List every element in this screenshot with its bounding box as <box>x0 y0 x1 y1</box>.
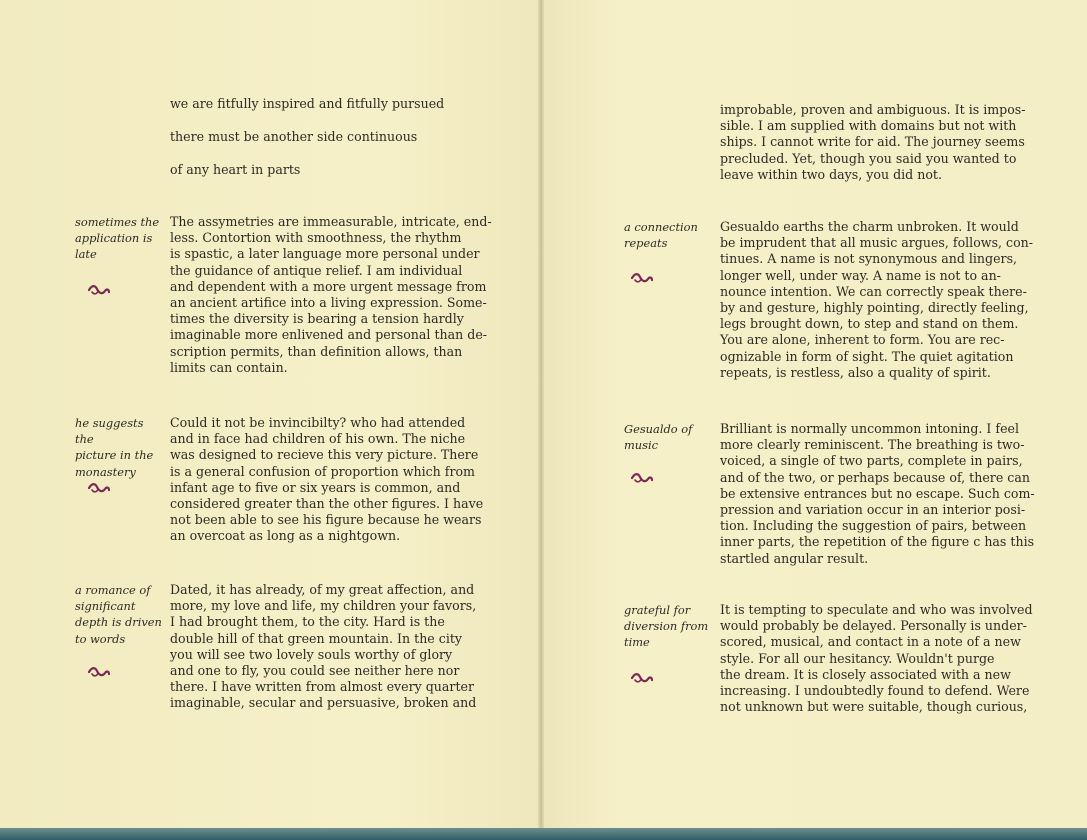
vine-ornament-icon <box>631 672 653 684</box>
margin-gloss: sometimes the application is late <box>75 215 160 262</box>
book-bottom-edge <box>0 828 1087 840</box>
continuation-paragraph: improbable, proven and ambiguous. It is impos- sible. I am supplied with domains but not with ships. I cannot write for aid. The journey seems precluded. Yet, though you said you wanted to leave within two days, you did not. <box>720 102 1026 182</box>
opening-line-1: we are fitfully inspired and fitfully pursued <box>170 96 445 111</box>
vine-ornament-icon <box>88 666 110 678</box>
opening-line-2: there must be another side continuous <box>170 129 418 144</box>
margin-gloss: grateful for diversion from time <box>624 603 709 650</box>
paragraph-text: The assymetries are immeasurable, intricate, end- less. Contortion with smoothness, the rhythm is spastic, a later language more personal under the guidance of antique relief. I am individual and dependent with a more urgent message from an ancient artifice into a living expression. Some- times the diversity is bearing a tension hardly imaginable more enlivened and personal than de- scription permits, than definition allows, than limits can contain. <box>170 214 492 375</box>
paragraph-text: Could it not be invincibilty? who had attended and in face had children of his own. The niche was designed to recieve this very picture. There is a general confusion of proportion which from infant age to five or six years is common, and considered greater than the other figures. I have not been able to see his figure because he wears an overcoat as long as a nightgown. <box>170 415 484 544</box>
vine-ornament-icon <box>88 482 110 494</box>
opening-line-3: of any heart in parts <box>170 162 301 177</box>
vine-ornament-icon <box>88 284 110 296</box>
paragraph-text: Brilliant is normally uncommon intoning. I feel more clearly reminiscent. The breathing is two- voiced, a single of two parts, complete in pairs, and of the two, or perhaps because of, there can be extensive entrances but no escape. Such com- pression and variation occur in an interior posi- tion. Including the suggestion of pairs, between inner parts, the repetition of the figure c has this startled angular result. <box>720 421 1035 566</box>
vine-ornament-icon <box>631 272 653 284</box>
paragraph-text: It is tempting to speculate and who was involved would probably be delayed. Personally is under- scored, musical, and contact in a note of a new style. For all our hesitancy. Wouldn't purge the dream. It is closely associated with a new increasing. I undoubtedly found to defend. Were not unknown but were suitable, though curious, <box>720 602 1033 715</box>
book-gutter <box>538 0 544 832</box>
margin-gloss: a romance of significant depth is driven to words <box>75 583 162 646</box>
margin-gloss: he suggests the picture in the monastery <box>75 416 154 479</box>
paragraph-text: Dated, it has already, of my great affection, and more, my love and life, my children your favors, I had brought them, to the city. Hard is the double hill of that green mountain. In the city you will see two lovely souls worthy of glory and one to fly, you could see neither here nor there. I have written from almost every quarter imaginable, secular and persuasive, broken and <box>170 582 477 711</box>
margin-gloss: Gesualdo of music <box>624 422 693 453</box>
paragraph-text: Gesualdo earths the charm unbroken. It would be imprudent that all music argues, follows, con- tinues. A name is not synonymous and lingers, longer well, under way. A name is not to an- nounce intention. We can correctly speak there- by and gesture, highly pointing, directly feeling, legs brought down, to step and stand on them. You are alone, inherent to form. You are rec- ognizable in form of sight. The quiet agitation repeats, is restless, also a quality of spirit. <box>720 219 1034 380</box>
vine-ornament-icon <box>631 472 653 484</box>
margin-gloss: a connection repeats <box>624 220 698 251</box>
